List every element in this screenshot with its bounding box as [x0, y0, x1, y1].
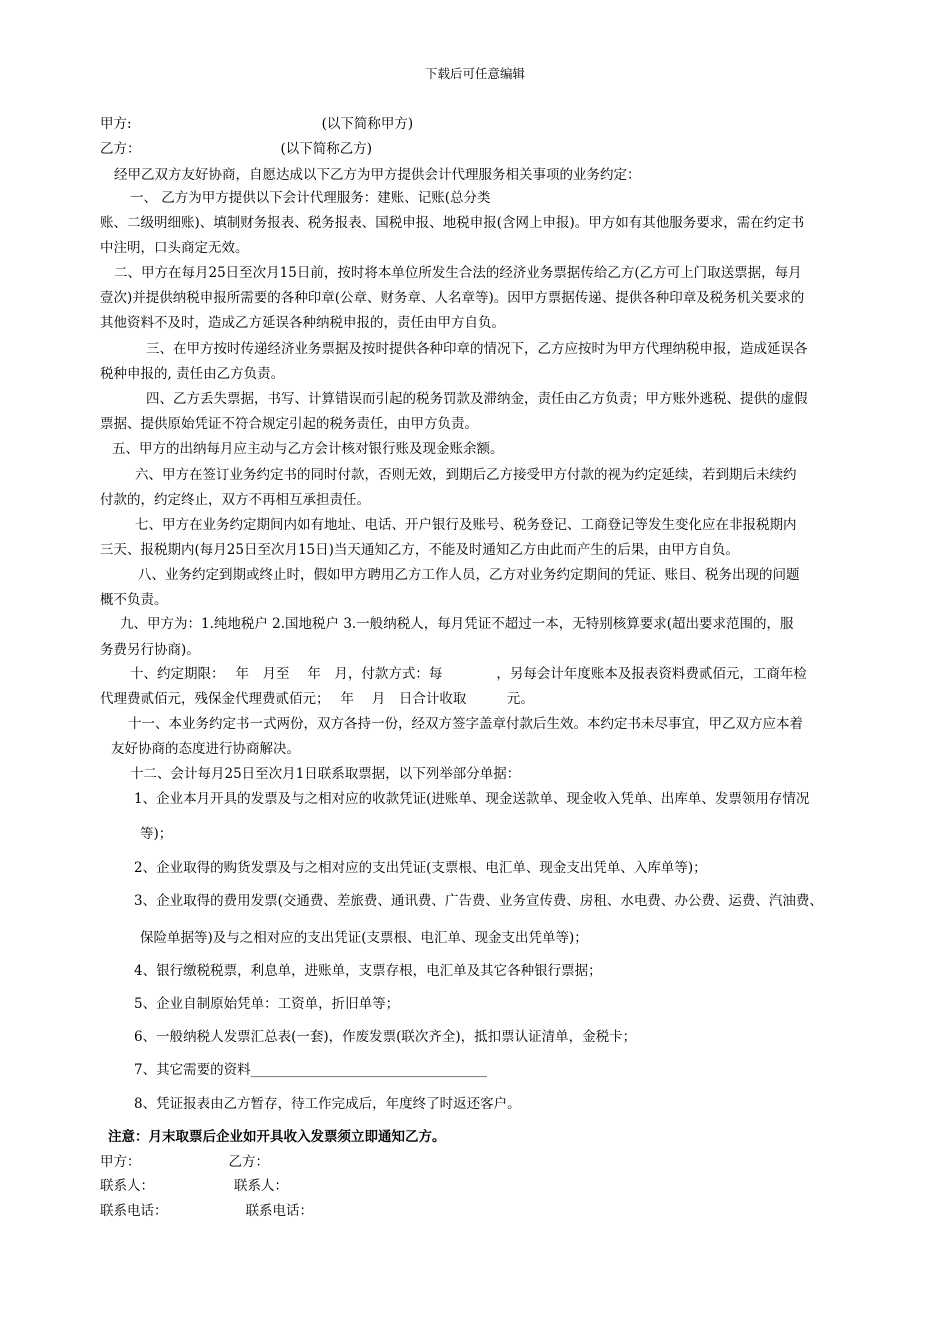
clause-1-line-2: 账、二级明细账)、填制财务报表、税务报表、国税申报、地税申报(含网上申报)。甲方如有其他服务要求，需在约定书 — [100, 215, 805, 231]
signature-party-a: 甲方： — [100, 1154, 141, 1170]
clause-2-line-1: 二、甲方在每月25日至次月15日前，按时将本单位所发生合法的经济业务票据传给乙方(乙方可上门取送票据，每月 — [114, 265, 802, 281]
item-1-line-2: 等)； — [140, 826, 173, 842]
clause-8-line-1: 八、业务约定到期或终止时，假如甲方聘用乙方工作人员，乙方对业务约定期间的凭证、账目、税务出现的问题 — [138, 567, 800, 583]
clause-7-line-2: 三天、报税期内(每月25日至次月15日)当天通知乙方，不能及时通知乙方由此而产生的后果，由甲方自负。 — [100, 542, 739, 558]
clause-6-line-1: 六、甲方在签订业务约定书的同时付款，否则无效，到期后乙方接受甲方付款的视为约定延续，若到期后未续约 — [135, 467, 797, 483]
notice-text: 注意：月末取票后企业如开具收入发票须立即通知乙方。 — [108, 1129, 446, 1145]
signature-phone-b: 联系电话： — [245, 1203, 313, 1219]
item-2: 2、企业取得的购货发票及与之相对应的支出凭证(支票根、电汇单、现金支出凭单、入库单等)； — [134, 860, 707, 876]
clause-1-line-1: 一、 乙方为甲方提供以下会计代理服务：建账、记账(总分类 — [130, 190, 491, 206]
item-6: 6、一般纳税人发票汇总表(一套)，作废发票(联次齐全)，抵扣票认证清单，金税卡； — [134, 1029, 637, 1045]
item-5: 5、企业自制原始凭单：工资单，折旧单等； — [134, 996, 400, 1012]
clause-11-line-2: 友好协商的态度进行协商解决。 — [111, 741, 300, 757]
signature-contact-b: 联系人： — [234, 1178, 288, 1194]
item-3-line-1: 3、企业取得的费用发票(交通费、差旅费、通讯费、广告费、业务宣传费、房租、水电费、办公费、运费、汽油费、 — [134, 893, 823, 909]
clause-4-line-1: 四、乙方丢失票据，书写、计算错误而引起的税务罚款及滞纳金，责任由乙方负责；甲方账外逃税、提供的虚假 — [146, 391, 808, 407]
party-b-label: 乙方： — [100, 141, 141, 157]
clause-10-line-2: 代理费贰佰元，残保金代理费贰佰元； 年 月 日合计收取 元。 — [100, 691, 534, 707]
clause-6-line-2: 付款的，约定终止，双方不再相互承担责任。 — [100, 492, 370, 508]
clause-5-line-1: 五、甲方的出纳每月应主动与乙方会计核对银行账及现金账余额。 — [112, 441, 504, 457]
signature-contact-line — [100, 1176, 855, 1196]
clause-7-line-1: 七、甲方在业务约定期间内如有地址、电话、开户银行及账号、税务登记、工商登记等发生变化应在非报税期内 — [135, 517, 797, 533]
clause-4-line-2: 票据、提供原始凭证不符合规定引起的税务责任，由甲方负责。 — [100, 416, 478, 432]
signature-party-b: 乙方： — [228, 1154, 269, 1170]
clause-3-line-1: 三、在甲方按时传递经济业务票据及按时提供各种印章的情况下，乙方应按时为甲方代理纳税申报，造成延误各 — [146, 341, 808, 357]
clause-1-line-3: 中注明，口头商定无效。 — [100, 240, 249, 256]
item-3-line-2: 保险单据等)及与之相对应的支出凭证(支票根、电汇单、现金支出凭单等)； — [140, 930, 588, 946]
clause-11-line-1: 十一、本业务约定书一式两份，双方各持一份，经双方签字盖章付款后生效。本约定书未尽事宜，甲乙双方应本着 — [128, 716, 803, 732]
signature-phone-a: 联系电话： — [100, 1203, 168, 1219]
party-b-note: (以下简称乙方) — [280, 141, 373, 157]
clause-9-line-1: 九、甲方为：1.纯地税户 2.国地税户 3.一般纳税人，每月凭证不超过一本，无特别核算要求(超出要求范围的，服 — [120, 616, 794, 632]
signature-contact-a: 联系人： — [100, 1178, 154, 1194]
clause-9-line-2: 务费另行协商)。 — [100, 642, 200, 658]
party-a-line — [100, 114, 855, 134]
clause-2-line-2: 壹次)并提供纳税申报所需要的各种印章(公章、财务章、人名章等)。因甲方票据传递、提供各种印章及税务机关要求的 — [100, 290, 805, 306]
party-a-label: 甲方: — [100, 116, 132, 132]
item-8: 8、凭证报表由乙方暂存，待工作完成后，年度终了时返还客户。 — [134, 1096, 521, 1112]
clause-3-line-2: 税种申报的, 责任由乙方负责。 — [100, 366, 285, 382]
item-4: 4、银行缴税税票，利息单，进账单，支票存根，电汇单及其它各种银行票据； — [134, 963, 602, 979]
item-7: 7、其它需要的资料___________________________________ — [134, 1062, 487, 1078]
party-b-line — [100, 139, 855, 159]
signature-phone-line — [100, 1201, 855, 1221]
clause-2-line-3: 其他资料不及时，造成乙方延误各种纳税申报的，责任由甲方自负。 — [100, 315, 505, 331]
item-1-line-1: 1、企业本月开具的发票及与之相对应的收款凭证(进账单、现金送款单、现金收入凭单、出库单、发票领用存情况 — [134, 791, 810, 807]
clause-8-line-2: 概不负责。 — [100, 592, 168, 608]
page-header: 下载后可任意编辑 — [424, 66, 525, 81]
intro-text: 经甲乙双方友好协商，自愿达成以下乙方为甲方提供会计代理服务相关事项的业务约定： — [114, 167, 641, 183]
clause-10-line-1: 十、约定期限： 年 月至 年 月，付款方式：每 ，另每会计年度账本及报表资料费贰佰元，工商年检 — [130, 666, 807, 682]
clause-12-line-1: 十二、会计每月25日至次月1日联系取票据，以下列举部分单据： — [130, 766, 521, 782]
signature-party-line — [100, 1152, 855, 1172]
party-a-note: (以下简称甲方) — [321, 116, 414, 132]
